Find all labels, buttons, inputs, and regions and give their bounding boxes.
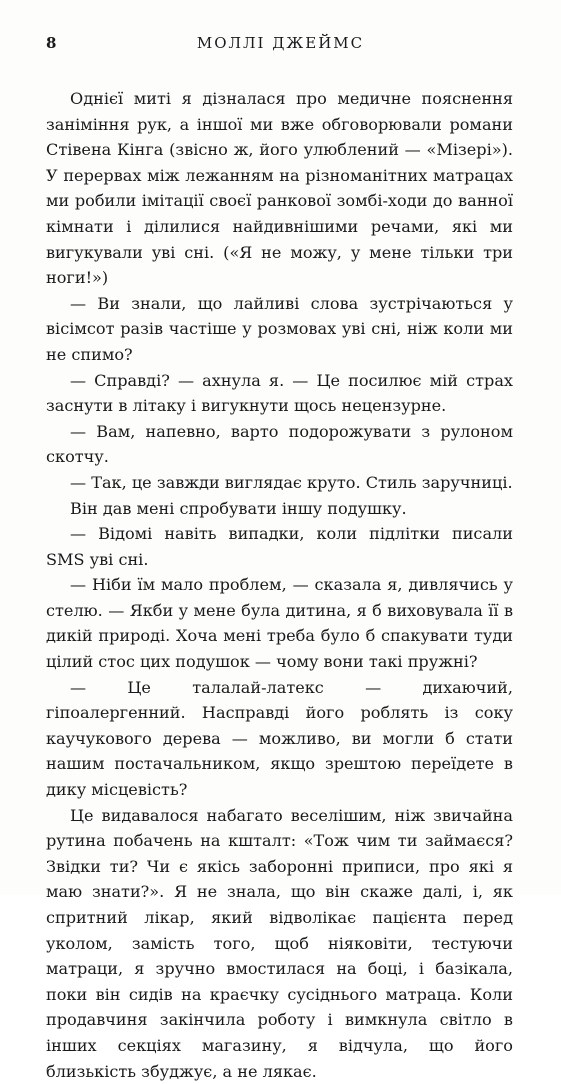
paragraph: — Це талалай-латекс — дихаючий, гіпоалергенний. Насправді його роблять із соку каучукового дерева — можливо, ви могли б стати нашим постачальником, якщо зрештою переїдете в дику місцевість? [46, 677, 513, 800]
paragraph: Це видавалося набагато веселішим, ніж звичайна рутина побачень на кшталт: «Тож чим ти займаєся? Звідки ти? Чи є якісь заборонні приписи, про які я маю знати?». Я не знала, що він скаже далі, і, як спритний лікар, який відволікає пацієнта перед уколом, замість того, щоб ніяковіти, тестуючи матраци, я зручно вмостилася на боці, і базікала, поки він сидів на краєчку сусіднього матраца. Коли продавчиня закінчила роботу і вимкнула світло в інших секціях магазину, я відчула, що його близькість збуджує, а не лякає. [46, 805, 513, 1081]
paragraph: — Вам, напевно, варто подорожувати з рулоном скотчу. [46, 421, 513, 467]
paragraph: — Ви знали, що лайливі слова зустрічаються у вісімсот разів частіше у розмовах уві сні, ніж коли ми не спимо? [46, 293, 513, 364]
paragraph: Він дав мені спробувати іншу подушку. [70, 498, 407, 518]
running-head: МОЛЛІ ДЖЕЙМС [196, 34, 365, 52]
paragraph: — Так, це завжди виглядає круто. Стиль заручниці. [70, 472, 513, 492]
paragraph: — Справді? — ахнула я. — Це посилює мій страх заснути в літаку і вигукнути щось нецензурне. [46, 370, 513, 416]
page-number: 8 [46, 34, 57, 52]
page-header [0, 34, 561, 54]
paragraph: Однієї миті я дізналася про медичне пояснення заніміння рук, а іншої ми вже обговорювали романи Стівена Кінга (звісно ж, його улюблений — «Мізері»). У перервах між лежанням на різноманітних матрацах ми робили імітації своєї ранкової зомбі-ходи до ванної кімнати і ділилися найдивнішими речами, які ми вигукували уві сні. («Я не можу, у мене тільки три ноги!») [46, 89, 513, 288]
paragraph: — Відомі навіть випадки, коли підлітки писали SMS уві сні. [46, 524, 513, 569]
paragraph: — Ніби їм мало проблем, — сказала я, дивлячись у стелю. — Якби у мене була дитина, я б виховувала її в дикій природі. Хоча мені треба було б спакувати туди цілий стос цих подушок — чому вони такі пружні? [46, 575, 513, 672]
body-text [46, 86, 513, 1084]
